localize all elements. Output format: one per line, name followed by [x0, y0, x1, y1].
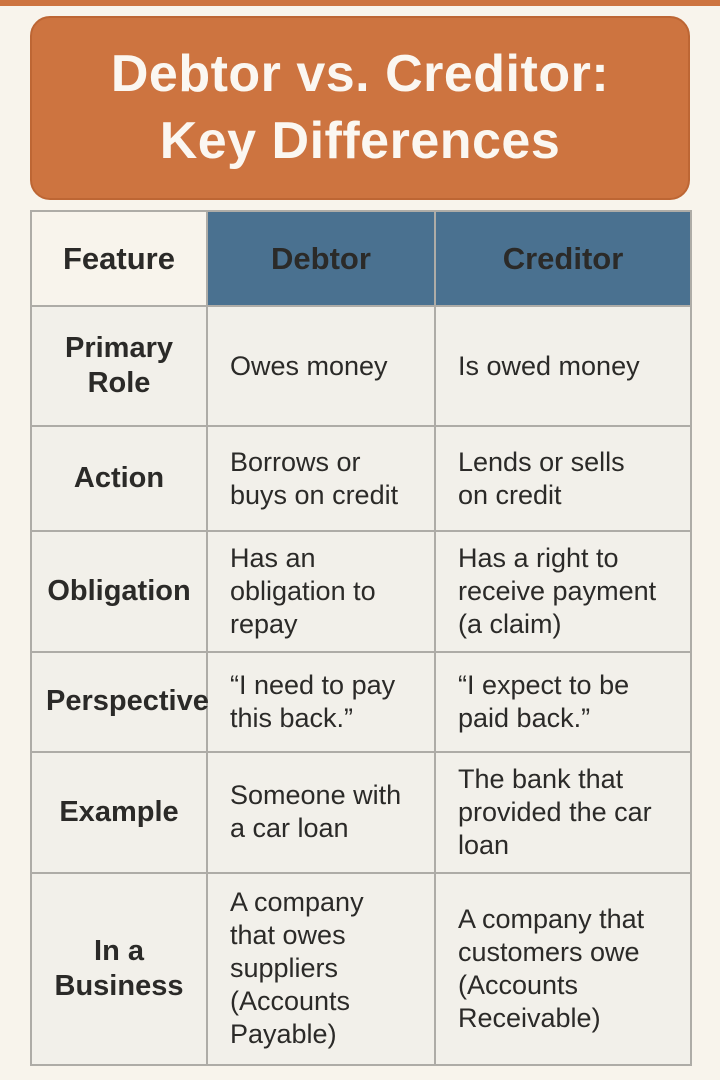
debtor-cell: Has an obligation to repay: [207, 531, 435, 652]
creditor-cell: “I expect to be paid back.”: [435, 652, 691, 752]
page-title-line-1: Debtor vs. Creditor:: [110, 45, 610, 104]
creditor-cell: Is owed money: [435, 306, 691, 426]
feature-cell: Action: [31, 426, 207, 531]
table-row: [31, 531, 691, 652]
table-row: [31, 426, 691, 531]
feature-cell: Primary Role: [31, 306, 207, 426]
title-banner: [30, 16, 690, 200]
top-accent-strip: [0, 0, 720, 6]
debtor-cell: “I need to pay this back.”: [207, 652, 435, 752]
feature-cell: Example: [31, 752, 207, 873]
column-header-creditor: Creditor: [435, 211, 691, 306]
debtor-cell: Someone with a car loan: [207, 752, 435, 873]
table-row: [31, 306, 691, 426]
comparison-table: [30, 210, 692, 1066]
column-header-feature: Feature: [31, 211, 207, 306]
page-title-line-2: Key Differences: [159, 112, 561, 170]
column-header-debtor: Debtor: [207, 211, 435, 306]
creditor-cell: A company that customers owe (Accounts Receivable): [435, 873, 691, 1065]
debtor-cell: A company that owes suppliers (Accounts Payable): [207, 873, 435, 1065]
table-row: [31, 873, 691, 1065]
debtor-cell: Owes money: [207, 306, 435, 426]
table-row: [31, 652, 691, 752]
creditor-cell: The bank that provided the car loan: [435, 752, 691, 873]
creditor-cell: Lends or sells on credit: [435, 426, 691, 531]
feature-cell: In a Business: [31, 873, 207, 1065]
feature-cell: Perspective: [31, 652, 207, 752]
table-row: [31, 752, 691, 873]
debtor-cell: Borrows or buys on credit: [207, 426, 435, 531]
feature-cell: Obligation: [31, 531, 207, 652]
creditor-cell: Has a right to receive payment (a claim): [435, 531, 691, 652]
table-header-row: [31, 211, 691, 306]
